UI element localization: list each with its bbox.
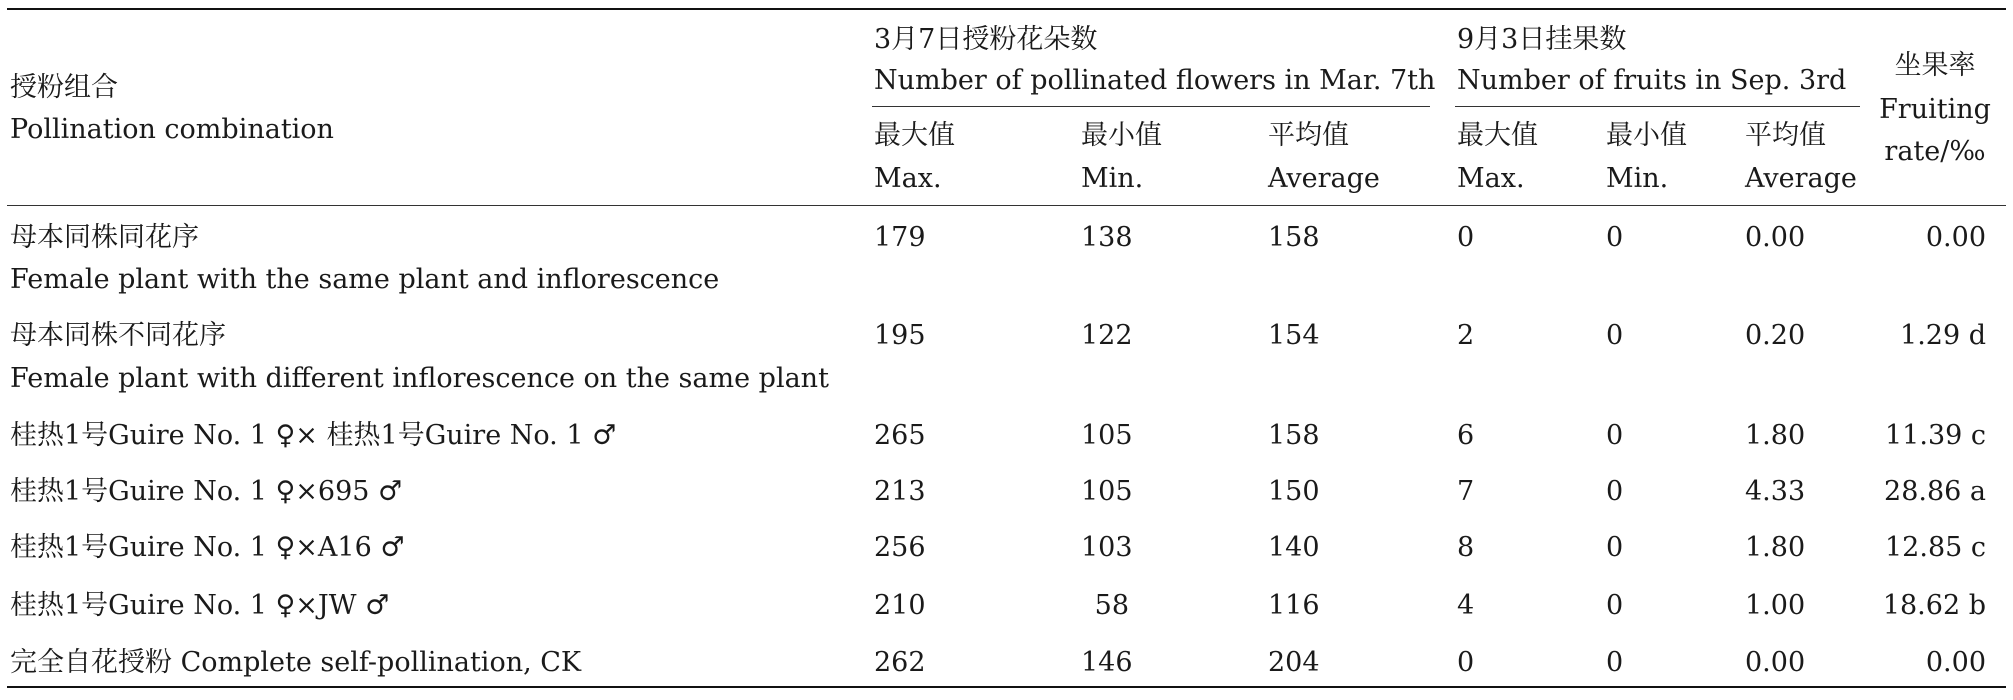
subheader-r-min-cn: 最小值 <box>1606 120 1687 151</box>
subheader-f-max-en: Max. <box>874 163 942 194</box>
header-group2-cn: 9月3日挂果数 <box>1457 24 1627 55</box>
cell-r-min: 0 <box>1606 532 1624 563</box>
subheader-r-avg-cn: 平均值 <box>1745 120 1826 151</box>
row-label-line1: 母本同株不同花序 <box>10 320 226 351</box>
cell-f-min: 58 <box>1094 590 1129 621</box>
subheader-f-min-en: Min. <box>1081 163 1144 194</box>
cell-f-min: 103 <box>1081 532 1133 563</box>
cell-r-max: 6 <box>1457 420 1475 451</box>
cell-f-avg: 116 <box>1268 590 1320 621</box>
row-label-line1: 完全自花授粉 Complete self-pollination, CK <box>10 647 582 678</box>
cell-r-max: 7 <box>1457 476 1475 507</box>
cell-f-avg: 204 <box>1268 647 1320 678</box>
cell-r-min: 0 <box>1606 476 1624 507</box>
group2-underline <box>1455 106 1860 107</box>
row-label-line2: Female plant with the same plant and inflorescence <box>10 264 720 295</box>
cell-r-max: 8 <box>1457 532 1475 563</box>
cell-f-max: 210 <box>874 590 926 621</box>
cell-f-max: 262 <box>874 647 926 678</box>
cell-r-avg: 0.00 <box>1745 647 1806 678</box>
cell-r-avg: 4.33 <box>1745 476 1806 507</box>
cell-f-avg: 158 <box>1268 420 1320 451</box>
cell-rate: 0.00 <box>1925 647 1986 678</box>
cell-f-avg: 150 <box>1268 476 1320 507</box>
group1-underline <box>872 106 1430 107</box>
cell-f-min: 146 <box>1081 647 1133 678</box>
subheader-f-avg-cn: 平均值 <box>1268 120 1349 151</box>
row-label-line1: 桂热1号Guire No. 1 ♀×A16 ♂ <box>10 532 405 563</box>
cell-r-avg: 1.00 <box>1745 590 1806 621</box>
cell-r-min: 0 <box>1606 320 1624 351</box>
cell-f-avg: 154 <box>1268 320 1320 351</box>
header-rate-en-2: rate/‰ <box>1884 136 1986 167</box>
subheader-f-min-cn: 最小值 <box>1081 120 1162 151</box>
subheader-r-max-cn: 最大值 <box>1457 120 1538 151</box>
row-label-line1: 桂热1号Guire No. 1 ♀×JW ♂ <box>10 590 390 621</box>
row-label-line2: Female plant with different inflorescence on the same plant <box>10 363 829 394</box>
header-combo-en: Pollination combination <box>10 114 334 145</box>
header-rate-cn: 坐果率 <box>1894 50 1976 81</box>
cell-rate: 0.00 <box>1925 222 1986 253</box>
cell-r-min: 0 <box>1606 222 1624 253</box>
subheader-r-max-en: Max. <box>1457 163 1525 194</box>
cell-r-max: 0 <box>1457 222 1475 253</box>
cell-f-max: 265 <box>874 420 926 451</box>
table-bottom-rule <box>7 686 2006 688</box>
cell-f-max: 213 <box>874 476 926 507</box>
cell-r-max: 4 <box>1457 590 1475 621</box>
header-group1-en: Number of pollinated flowers in Mar. 7th <box>874 65 1436 96</box>
cell-rate: 1.29 d <box>1900 320 1986 351</box>
cell-rate: 12.85 c <box>1885 532 1986 563</box>
cell-r-avg: 1.80 <box>1745 532 1806 563</box>
row-label-line1: 桂热1号Guire No. 1 ♀×695 ♂ <box>10 476 403 507</box>
subheader-f-max-cn: 最大值 <box>874 120 955 151</box>
subheader-r-avg-en: Average <box>1745 163 1857 194</box>
cell-rate: 28.86 a <box>1884 476 1986 507</box>
header-group2-en: Number of fruits in Sep. 3rd <box>1457 65 1847 96</box>
subheader-r-min-en: Min. <box>1606 163 1669 194</box>
row-label-line1: 母本同株同花序 <box>10 222 199 253</box>
header-rate-en-1: Fruiting <box>1879 94 1991 125</box>
cell-rate: 18.62 b <box>1882 590 1986 621</box>
cell-f-min: 105 <box>1081 420 1133 451</box>
header-bottom-rule <box>7 205 2006 206</box>
cell-f-max: 179 <box>874 222 926 253</box>
row-label-line1: 桂热1号Guire No. 1 ♀× 桂热1号Guire No. 1 ♂ <box>10 420 617 451</box>
header-combo-cn: 授粉组合 <box>10 72 118 103</box>
subheader-f-avg-en: Average <box>1268 163 1380 194</box>
cell-f-avg: 158 <box>1268 222 1320 253</box>
cell-r-min: 0 <box>1606 590 1624 621</box>
cell-r-max: 0 <box>1457 647 1475 678</box>
cell-f-max: 195 <box>874 320 926 351</box>
cell-r-min: 0 <box>1606 420 1624 451</box>
header-group1-cn: 3月7日授粉花朵数 <box>874 24 1098 55</box>
cell-r-avg: 0.20 <box>1745 320 1806 351</box>
cell-f-min: 138 <box>1081 222 1133 253</box>
cell-r-max: 2 <box>1457 320 1475 351</box>
cell-r-avg: 0.00 <box>1745 222 1806 253</box>
cell-r-avg: 1.80 <box>1745 420 1806 451</box>
cell-rate: 11.39 c <box>1885 420 1986 451</box>
table-top-rule <box>7 8 2006 10</box>
cell-f-min: 122 <box>1081 320 1133 351</box>
cell-f-avg: 140 <box>1268 532 1320 563</box>
cell-f-min: 105 <box>1081 476 1133 507</box>
cell-f-max: 256 <box>874 532 926 563</box>
cell-r-min: 0 <box>1606 647 1624 678</box>
